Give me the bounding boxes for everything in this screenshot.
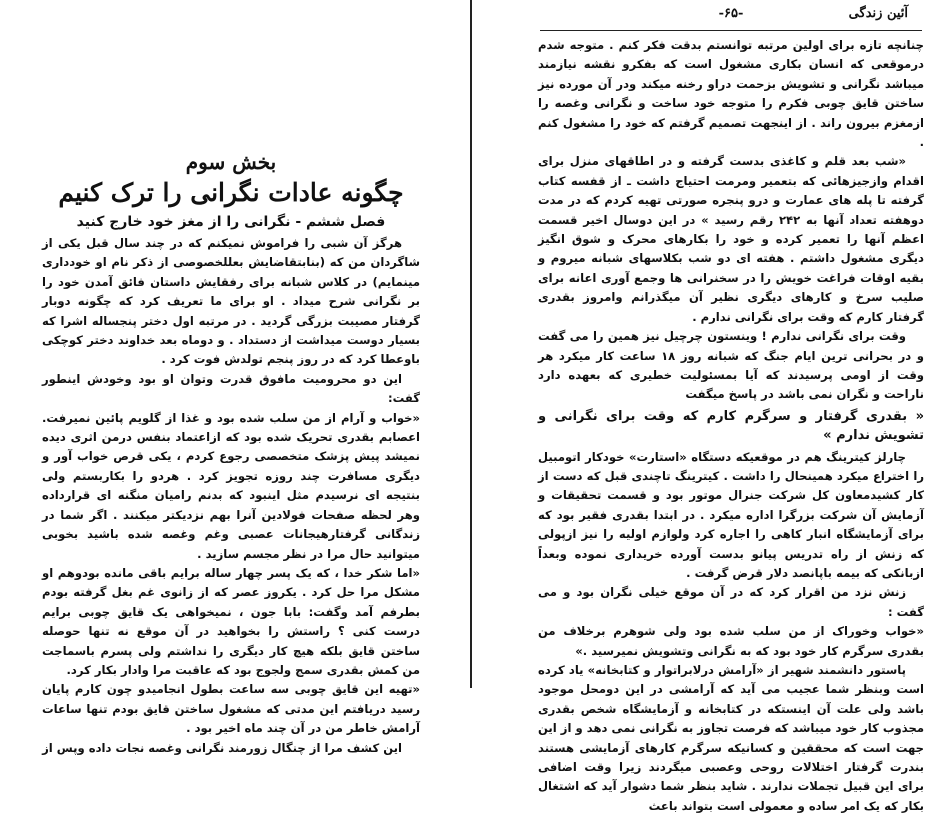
paragraph: «خواب و آرام از من سلب شده بود و غذا از گلویم پائین نمیرفت. اعصابم بقدری تحریک شده بود که ازاعتماد بنفس درمن اثری دیده نمیشد پیش پزشک متخصصی رجوع کردم ، یکی قرص خواب آور و دیگری مسافرت چند روزه تجویز کرد . هردو را بکاربستم ولی بنتیجه ای نرسیدم مثل اینبود که بدنم رامیان منگنه ای قرارداده وهر لحظه صفحات فولادین آنرا بهم نزدیکتر میکنند . اگر شما در زندگانی گرفتارهیجانات عصبی وغم وغصه شده باشید بخوبی میتوانید حال مرا در نظر مجسم سازید . xyxy=(42,410,420,561)
paragraph: این دو محرومیت مافوق قدرت وتوان او بود وخودش اینطور گفت: xyxy=(42,371,420,406)
paragraph: «خواب وخوراک از من سلب شده بود ولی شوهرم برخلاف من بقدری سرگرم کار خود بود که به نگرانی وتشویش نمیرسید .» xyxy=(538,624,924,658)
page-gutter-line xyxy=(470,0,472,688)
page-number: -۶۵- xyxy=(718,6,744,21)
paragraph: چارلز کیترینگ هم در موقعیکه دستگاه «استارت» خودکار اتومبیل را اختراع میکرد همینحال را داشت . کیترینگ تاچندی قبل که دست از کار کشیدمعاون کل شرکت جنرال موتور بود و قسمت تحقیقات و آزمایش آن شرکت بزرگرا اداره میکرد . در ابتدا بقدری فقیر بود که برای آزمایشگاه انبار کاهی را اجاره کرد ولوازم اولیه را نیز ازپولی که زنش از راه تدریس پیانو بدست آورده خریداری نموده وبعداً ازبانکی که بیمه باپانصد دلار قرض گرفت . xyxy=(538,449,924,580)
paragraph: چنانچه تازه برای اولین مرتبه توانستم بدقت فکر کنم . متوجه شدم درموقعی که انسان بکاری مشغول است که بفکرو نقشه نیازمند میباشد نگرانی و تشویش بزحمت دراو رخنه میکند ودر آن مورده نیز ساختن قایق چوبی فکرم را متوجه خود ساخت و نگرانی وغصه را ازمغزم بیرون راند . از اینجهت تصمیم گرفتم که خود را مشغول کنم . xyxy=(538,38,924,150)
left-page-body xyxy=(42,150,420,758)
quote-emphasis: « بقدری گرفتار و سرگرم کارم که وقت برای نگرانی و تشویش ندارم » xyxy=(538,408,924,444)
main-heading: چگونه عادات نگرانی را ترک کنیم xyxy=(58,178,404,207)
right-page xyxy=(480,0,944,813)
paragraph: «اما شکر خدا ، که یک پسر چهار ساله برایم باقی مانده بودوهم او مشکل مرا حل کرد . یکروز عصر که از زانوی غم بغل گرفته بودم بطرفم آمد وگفت: بابا جون ، نمیخواهی یک قایق چوبی برایم درست کنی ؟ راستش را بخواهید در آن موقع نه تنها حوصله ساختن قایق بلکه هیچ کار دیگری را نداشتم ولی پسرم باسماجت من کمش بقدری سمج ولجوج بود که عاقبت مرا وادار بکار کرد. xyxy=(42,565,420,677)
chapter-heading: فصل ششم - نگرانی را از مغز خود خارج کنید xyxy=(76,214,386,230)
paragraph: هرگز آن شبی را فراموش نمیکنم که در چند سال قبل یکی از شاگردان من که (بنابتقاضایش بعللخصوصی از ذکر نام او خودداری مینمایم) در کلاس شبانه برای رفقایش داستان فائق آمدن خود را بر نگرانی شرح میداد . او برای ما تعریف کرد که چگونه دوبار گرفتار مصیبت بزرگی گردید . در مرتبه اول دختر پنجساله اشرا که بسیار دوست میداشت از دستداد . و دوماه بعد خداوند دختر کوچکی باوعطا کرد که در روز پنجم تولدش فوت کرد . xyxy=(42,236,420,367)
paragraph: «شب بعد قلم و کاغذی بدست گرفته و در اطاقهای منزل برای اقدام وازجیزهائی که بتعمیر ومرمت احتیاج داشت ـ از قفسه کتاب گرفته تا پله های عمارت و درو پنجره صورتی تهیه کردم که در مدت دوهفته تعداد آنها به ۲۴۲ رقم رسید » در این دوسال اخیر قسمت اعظم آنها را تعمیر کرده و خود را بکارهای محرک و شوق انگیز دیگری مشغول داشتم . هفته ای دو شب بکلاسهای شبانه میروم و بقیه اوقات فراغت خویش را در سخنرانی ها وجمع آوری اعانه برای صلیب سرخ و کارهای دیگری نظیر آن میگذرانم وامروز بقدری گرفتار کارم که وقت برای نگرانی ندارم . xyxy=(538,154,924,324)
running-title: آئین زندگی xyxy=(848,6,908,21)
paragraph: این کشف مرا از چنگال زورمند نگرانی وغصه نجات داده وپس از xyxy=(42,740,402,755)
paragraph: زنش نزد من اقرار کرد که در آن موقع خیلی نگران بود و می گفت : xyxy=(538,585,924,619)
right-page-body xyxy=(538,36,924,816)
paragraph: «تهیه این قایق چوبی سه ساعت بطول انجامیدو چون کارم پایان رسید دریافتم این مدتی که مشغول ساختن قایق بودم تنها ساعات آرامش خاطر من در آن چند ماه اخیر بود . xyxy=(42,682,420,736)
paragraph: پاستور دانشمند شهیر از «آرامش درلابراتوار و کتابخانه» یاد کرده است وبنظر شما عجیب می آید که آرامشی در این دومحل موجود باشد ولی علت آن اینستکه در کتابخانه و آزمایشگاه شخص بقدری مجذوب کار خود میباشد که فرصت تجاوز به نگرانی نمی دهد و از این جهت است که محققین و کسانیکه سرگرم کارهای آزمایشی هستند بندرت گرفتار اختلالات روحی وعصبی میگردند زیرا وقت اضافی برای این قبیل تجملات ندارند . شاید بنظر شما دشوار آید که اشتغال بکار که یک امر ساده و معمولی است بتواند باعث xyxy=(538,663,924,813)
section-heading: بخش سوم xyxy=(185,150,277,174)
paragraph: وقت برای نگرانی ندارم ! وینستون چرچیل نیز همین را می گفت و در بحرانی ترین ایام جنگ که شبانه روز ۱۸ ساعت کار میکرد هر وقت از اومی پرسیدند که آیا بمسئولیت خطیری که بعهده دارد ناراحت و نگران نمی باشد در پاسخ میگفت xyxy=(538,329,924,402)
running-header xyxy=(540,2,922,31)
left-page xyxy=(0,0,462,755)
